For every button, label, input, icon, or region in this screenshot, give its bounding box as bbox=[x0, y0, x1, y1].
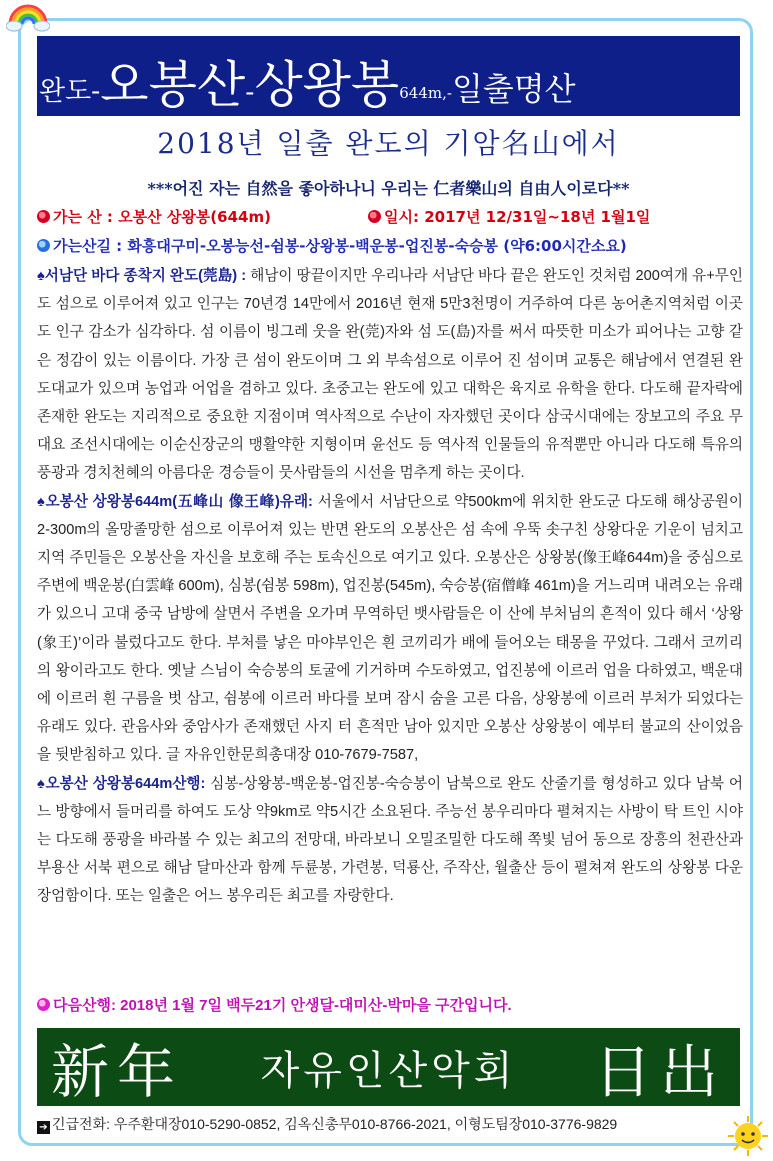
arrow-box-icon: ➔ bbox=[37, 1121, 50, 1134]
footer-banner bbox=[37, 1028, 740, 1106]
banner-height: 644m,- bbox=[399, 84, 452, 102]
banner-dash: - bbox=[245, 77, 255, 108]
info-mountain: 가는 산 : 오봉산 상왕봉(644m) bbox=[53, 208, 271, 226]
footer-han-right: 日出 bbox=[593, 1038, 726, 1106]
banner-prefix: 완도- bbox=[39, 76, 101, 107]
footer-club-name: 자유인산악회 bbox=[260, 1047, 517, 1094]
info-route-line bbox=[37, 235, 627, 256]
blue-dot-icon bbox=[37, 239, 50, 252]
title-banner bbox=[37, 36, 740, 116]
footer-han-left: 新年 bbox=[51, 1038, 184, 1106]
banner-main2: 상왕봉 bbox=[254, 56, 400, 114]
red-dot-icon bbox=[368, 210, 381, 223]
motto: ***어진 자는 自然을 좋아하나니 우리는 仁者樂山의 自由人이로다** bbox=[147, 179, 630, 198]
paragraph-heading: ♠서남단 바다 종착지 완도(莞島) : bbox=[37, 268, 247, 284]
info-date-line bbox=[368, 206, 650, 227]
subtitle: 2018년 일출 완도의 기암名山에서 bbox=[157, 127, 620, 160]
rainbow-cloud-icon bbox=[6, 2, 50, 32]
paragraph-text: 해남이 땅끝이지만 우리나라 서남단 바다 끝은 완도인 것처럼 200여개 유+무인도 섬으로 이루어져 있고 인구는 70년경 14만에서 2016년 현재 5만3천명이 거주하여 다른 농어촌지역처럼 이곳도 인구 감소가 심각하다. 섬 이름이 빙그레 웃을 완(莞)자와 섬 도(島)자를 써서 따뜻한 미소가 피어나는 고향 같은 정감이 있는 이름이다. 가장 큰 섬이 완도이며 그 외 부속섬으로 이루어 진 섬이며 교통은 해남에서 연결된 완도대교가 있으며 농업과 어업을 겸하고 있다. 초중고는 완도에 있고 대학은 육지로 유학을 한다. 다도해 끝자락에 존재한 완도는 지리적으로 중요한 지점이며 역사적으로 수난이 자자했던 곳이다 삼국시대에는 장보고의 주요 무대요 조선시대에는 이순신장군의 맹활약한 지형이며 윤선도 등 역사적 인물들의 유적뿐만 아니라 다도해 특유의 풍광과 경치천혜의 아름다운 경승들이 뭇사람들의 시선을 멈추게 하는 곳이다. bbox=[37, 268, 743, 482]
smiling-sun-icon bbox=[727, 1115, 769, 1157]
info-mountain-line bbox=[37, 206, 271, 227]
info-route: 가는산길 : 화흥대구미-오봉능선-쉼봉-상왕봉-백운봉-업진봉-숙승봉 (약6:00시간소요) bbox=[53, 237, 627, 255]
paragraph-heading: ♠오봉산 상왕봉644m(五峰山 像王峰)유래: bbox=[37, 493, 313, 510]
info-date: 일시: 2017년 12/31일~18년 1월1일 bbox=[384, 208, 651, 226]
paragraph-text: 서울에서 서남단으로 약500km에 위치한 완도군 다도해 해상공원이 2-300m의 올망졸망한 섬으로 이루어져 있는 반면 완도의 오봉산은 섬 속에 우뚝 솟구친 상왕다운 기운이 넘치고 지역 주민들은 오봉산을 자신을 보호해 주는 토속신으로 여기고 있다. 오봉산은 상왕봉(像王峰644m)을 중심으로 주변에 백운봉(白雲峰 600m), 심봉(쉼봉 598m), 업진봉(545m), 숙승봉(宿僧峰 461m)을 거느리며 내려오는 유래가 있으니 고대 중국 남방에 살면서 주변을 오가며 무역하던 뱃사람들은 이 산에 부처님의 흔적이 있다 해서 ‘상왕(象王)’이라 불렀다고도 한다. 부처를 낳은 마야부인은 흰 코끼리가 배에 들어오는 태몽을 꾸었다. 그래서 코끼리의 왕이라고도 한다. 옛날 스님이 숙승봉의 토굴에 기거하며 수도하였고, 업진봉에 이르러 업을 다하였고, 백운대에 이르러 흰 구름을 벗 삼고, 쉼봉에 이르러 바다를 보며 잠시 숨을 고른 다음, 상왕봉에 이르러 부처가 되었다는 유래도 있다. 관음사와 중암사가 존재했던 사지 터 흔적만 남아 있지만 오봉산 상왕봉이 예부터 불교의 산이었음을 뒷받침하고 있다. 글 자유인한문희총대장 010-7679-7587, bbox=[37, 493, 743, 764]
paragraph-origin bbox=[37, 488, 743, 770]
red-dot-icon bbox=[37, 210, 50, 223]
contact-line bbox=[37, 1114, 617, 1134]
contact-text: 긴급전화: 우주환대장010-5290-0852, 김옥신총무010-8766-2021, 이형도팀장010-3776-9829 bbox=[52, 1116, 618, 1132]
next-trip-line bbox=[37, 994, 512, 1015]
next-trip: 다음산행: 2018년 1월 7일 백두21기 안생달-대미산-박마을 구간입니다. bbox=[53, 997, 512, 1014]
paragraph-text: 심봉-상왕봉-백운봉-업진봉-숙승봉이 남북으로 완도 산줄기를 형성하고 있다 남북 어느 방향에서 들머리를 하여도 도상 약9km로 약5시간 소요된다. 주능선 봉우리마다 펼쳐지는 사방이 탁 트인 시야는 다도해 풍광을 바라볼 수 있는 최고의 전망대, 바라보니 오밀조밀한 다도해 쪽빛 넘어 동으로 장흥의 천관산과 부용산 서북 편으로 해남 달마산과 함께 두륜봉, 가련봉, 덕룡산, 주작산, 월출산 등이 펼쳐져 완도의 상왕봉 다운 장엄함이다. 또는 일출은 어느 봉우리든 최고를 자랑한다. bbox=[37, 775, 743, 905]
paragraph-wando bbox=[37, 262, 743, 488]
pink-dot-icon bbox=[37, 998, 50, 1011]
article-body bbox=[37, 262, 743, 911]
banner-main1: 오봉산 bbox=[100, 56, 246, 114]
banner-suffix: 일출명산 bbox=[451, 70, 576, 108]
paragraph-heading: ♠오봉산 상왕봉644m산행: bbox=[37, 775, 206, 792]
paragraph-hiking bbox=[37, 770, 743, 911]
